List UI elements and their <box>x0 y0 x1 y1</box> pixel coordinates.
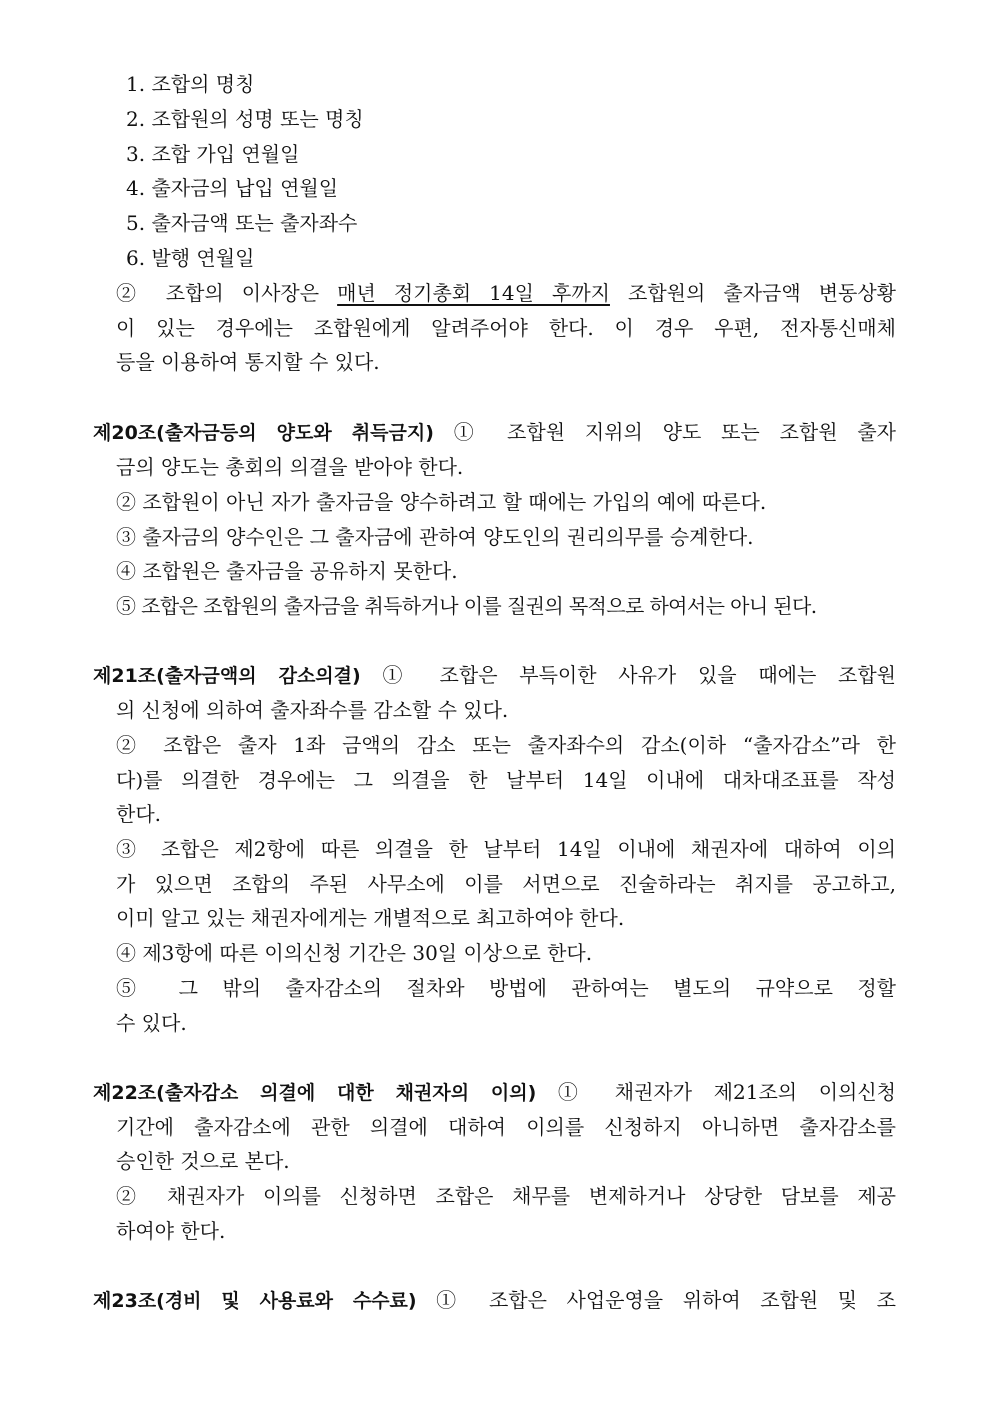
paragraph-line: 등을 이용하여 통지할 수 있다. <box>116 350 380 374</box>
paragraph-line: ④ 조합원은 출자금을 공유하지 못한다. <box>116 559 458 583</box>
paragraph-line: 한다. <box>116 802 161 826</box>
paragraph-line: 금의 양도는 총회의 의결을 받아야 한다. <box>116 455 464 479</box>
paragraph-line: 이 있는 경우에는 조합원에게 알려주어야 한다. 이 경우 우편, 전자통신매체 <box>116 316 896 340</box>
article-20-first-line: 제20조(출자금등의 양도와 취득금지) ① 조합원 지위의 양도 또는 조합원 출자 <box>93 420 896 444</box>
paragraph-line: ⑤ 조합은 조합원의 출자금을 취득하거나 이를 질권의 목적으로 하여서는 아니 된다. <box>116 594 817 618</box>
paragraph-line: ③ 조합은 제2항에 따른 의결을 한 날부터 14일 이내에 채권자에 대하여 이의 <box>116 837 896 861</box>
article-heading: 제23조(경비 및 사용료와 수수료) <box>93 1290 417 1312</box>
paragraph-line: 다)를 의결한 경우에는 그 의결을 한 날부터 14일 이내에 대차대조표를 작성 <box>116 768 896 792</box>
underlined-text: 매년 정기총회 14일 후까지 <box>337 281 610 305</box>
list-item: 1. 조합의 명칭 <box>126 72 255 96</box>
paragraph-line: 의 신청에 의하여 출자좌수를 감소할 수 있다. <box>116 698 509 722</box>
paragraph-line: ② 조합의 이사장은 매년 정기총회 14일 후까지 조합원의 출자금액 변동상황 <box>116 281 896 305</box>
article-22-first-line: 제22조(출자감소 의결에 대한 채권자의 이의) ① 채권자가 제21조의 이의신청 <box>93 1080 896 1104</box>
paragraph-line: 하여야 한다. <box>116 1219 226 1243</box>
paragraph-line: ② 조합은 출자 1좌 금액의 감소 또는 출자좌수의 감소(이하 “출자감소”라 한 <box>116 733 896 757</box>
article-heading: 제22조(출자감소 의결에 대한 채권자의 이의) <box>93 1082 537 1104</box>
list-item: 4. 출자금의 납입 연월일 <box>126 176 339 200</box>
paragraph-line: ④ 제3항에 따른 이의신청 기간은 30일 이상으로 한다. <box>116 941 593 965</box>
paragraph-line: 이미 알고 있는 채권자에게는 개별적으로 최고하여야 한다. <box>116 906 625 930</box>
list-item: 2. 조합원의 성명 또는 명칭 <box>126 107 364 131</box>
paragraph-line: 기간에 출자감소에 관한 의결에 대하여 이의를 신청하지 아니하면 출자감소를 <box>116 1115 896 1139</box>
paragraph-line: ② 채권자가 이의를 신청하면 조합은 채무를 변제하거나 상당한 담보를 제공 <box>116 1184 896 1208</box>
list-item: 3. 조합 가입 연월일 <box>126 142 300 166</box>
list-item: 5. 출자금액 또는 출자좌수 <box>126 211 358 235</box>
article-21-first-line: 제21조(출자금액의 감소의결) ① 조합은 부득이한 사유가 있을 때에는 조합원 <box>93 663 896 687</box>
paragraph-line: ③ 출자금의 양수인은 그 출자금에 관하여 양도인의 권리의무를 승계한다. <box>116 525 754 549</box>
paragraph-line: ⑤ 그 밖의 출자감소의 절차와 방법에 관하여는 별도의 규약으로 정할 <box>116 976 896 1000</box>
article-23-first-line: 제23조(경비 및 사용료와 수수료) ① 조합은 사업운영을 위하여 조합원 및 조 <box>93 1288 896 1312</box>
paragraph-line: ② 조합원이 아닌 자가 출자금을 양수하려고 할 때에는 가입의 예에 따른다. <box>116 490 767 514</box>
paragraph-line: 가 있으면 조합의 주된 사무소에 이를 서면으로 진술하라는 취지를 공고하고, <box>116 872 896 896</box>
article-heading: 제20조(출자금등의 양도와 취득금지) <box>93 422 434 444</box>
paragraph-line: 수 있다. <box>116 1011 187 1035</box>
article-heading: 제21조(출자금액의 감소의결) <box>93 665 361 687</box>
list-item: 6. 발행 연월일 <box>126 246 255 270</box>
paragraph-line: 승인한 것으로 본다. <box>116 1149 290 1173</box>
